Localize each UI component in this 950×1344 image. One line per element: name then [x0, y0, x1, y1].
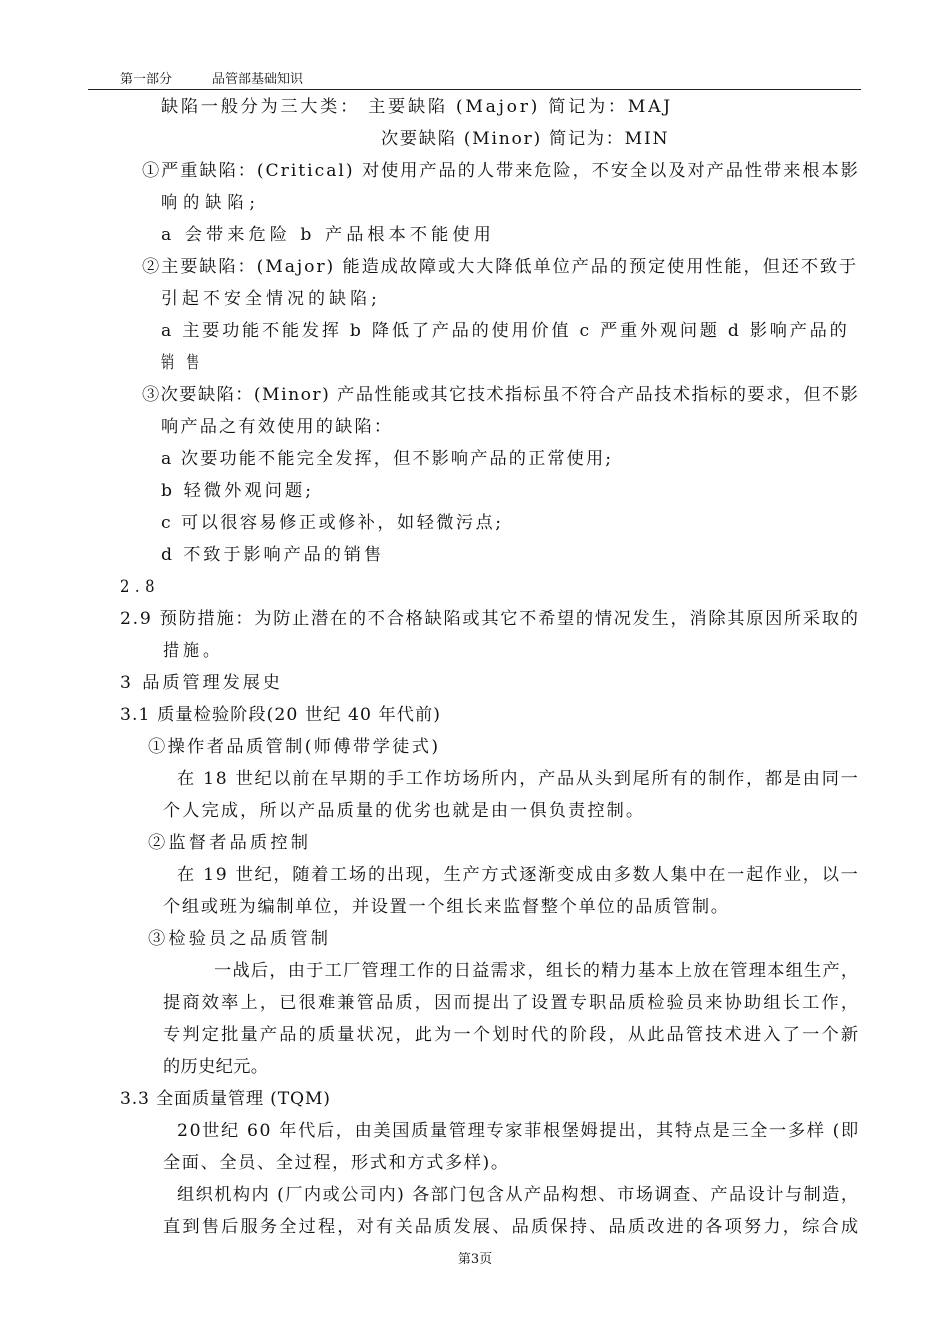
text-line: b 轻微外观问题;: [161, 481, 315, 501]
text-line: 个人完成，所以产品质量的优劣也就是由一俱负责控制。: [163, 801, 646, 821]
text-line: 个组或班为编制单位，并设置一个组长来监督整个单位的品质管制。: [163, 897, 730, 917]
text-line: ①严重缺陷：(Critical) 对使用产品的人带来危险，不安全以及对产品性带来根本影: [142, 161, 860, 181]
text-line: 2.9 预防措施：为防止潜在的不合格缺陷或其它不希望的情况发生，消除其原因所采取的: [120, 609, 860, 629]
text-line: 的历史纪元。: [163, 1057, 269, 1077]
text-line: c 可以很容易修正或修补，如轻微污点;: [161, 513, 504, 533]
text-line: 一战后，由于工厂管理工作的日益需求，组长的精力基本上放在管理本组生产，: [214, 961, 860, 981]
text-line: 响产品之有效使用的缺陷：: [161, 417, 394, 437]
text-line: a 主要功能不能发挥 b 降低了产品的使用价值 c 严重外观问题 d 影响产品的: [161, 321, 850, 341]
page-number: 第3页: [457, 1252, 493, 1267]
text-line: 3.3 全面质量管理 (TQM): [120, 1089, 331, 1109]
text-line: 缺陷一般分为三大类： 主要缺陷 (Major) 简记为：MAJ: [161, 97, 673, 117]
text-line: 响的缺陷;: [161, 193, 261, 213]
text-line: 措施。: [163, 641, 224, 661]
text-line: a 会带来危险 b 产品根本不能使用: [161, 225, 495, 245]
text-line: 在 19 世纪，随着工场的出现，生产方式逐渐变成由多数人集中在一起作业，以一: [177, 865, 860, 885]
text-line: ①操作者品质管制(师傅带学徒式): [148, 737, 441, 757]
text-line: d 不致于影响产品的销售: [161, 545, 384, 565]
header-part: 第一部分: [120, 72, 173, 87]
text-line: 2.8: [120, 577, 160, 597]
text-line: 直到售后服务全过程，对有关品质发展、品质保持、品质改进的各项努力，综合成: [163, 1217, 861, 1237]
text-line: 20世纪 60 年代后，由美国质量管理专家菲根堡姆提出，其特点是三全一多样 (即: [177, 1121, 860, 1141]
text-line: ②主要缺陷：(Major) 能造成故障或大大降低单位产品的预定使用性能，但还不致于: [142, 257, 859, 277]
text-line: 引起不安全情况的缺陷;: [161, 289, 381, 309]
text-line: 次要缺陷 (Minor) 简记为：MIN: [381, 129, 670, 149]
text-line: 提商效率上，已很难兼管品质，因而提出了设置专职品质检验员来协助组长工作，: [163, 993, 861, 1013]
text-line: 在 18 世纪以前在早期的手工作坊场所内，产品从头到尾所有的制作，都是由同一: [177, 769, 860, 789]
text-line: 组织机构内 (厂内或公司内) 各部门包含从产品构想、市场调查、产品设计与制造，: [177, 1185, 860, 1205]
text-line: ②监督者品质控制: [148, 833, 312, 853]
text-line: ③检验员之品质管制: [148, 929, 332, 949]
text-line: ③次要缺陷：(Minor) 产品性能或其它技术指标虽不符合产品技术指标的要求，但不影: [142, 385, 860, 405]
text-line: a 次要功能不能完全发挥，但不影响产品的正常使用;: [161, 449, 614, 469]
text-line: 全面、全员、全过程，形式和方式多样)。: [163, 1153, 510, 1173]
text-line: 3.1 质量检验阶段(20 世纪 40 年代前): [120, 705, 442, 725]
page-header: [88, 71, 861, 90]
header-title: 品管部基础知识: [212, 72, 304, 87]
text-line: 专判定批量产品的质量状况，此为一个划时代的阶段，从此品管技术进入了一个新: [163, 1025, 861, 1045]
text-line: 销售: [161, 353, 211, 373]
text-line: 3 品质管理发展史: [120, 673, 283, 693]
